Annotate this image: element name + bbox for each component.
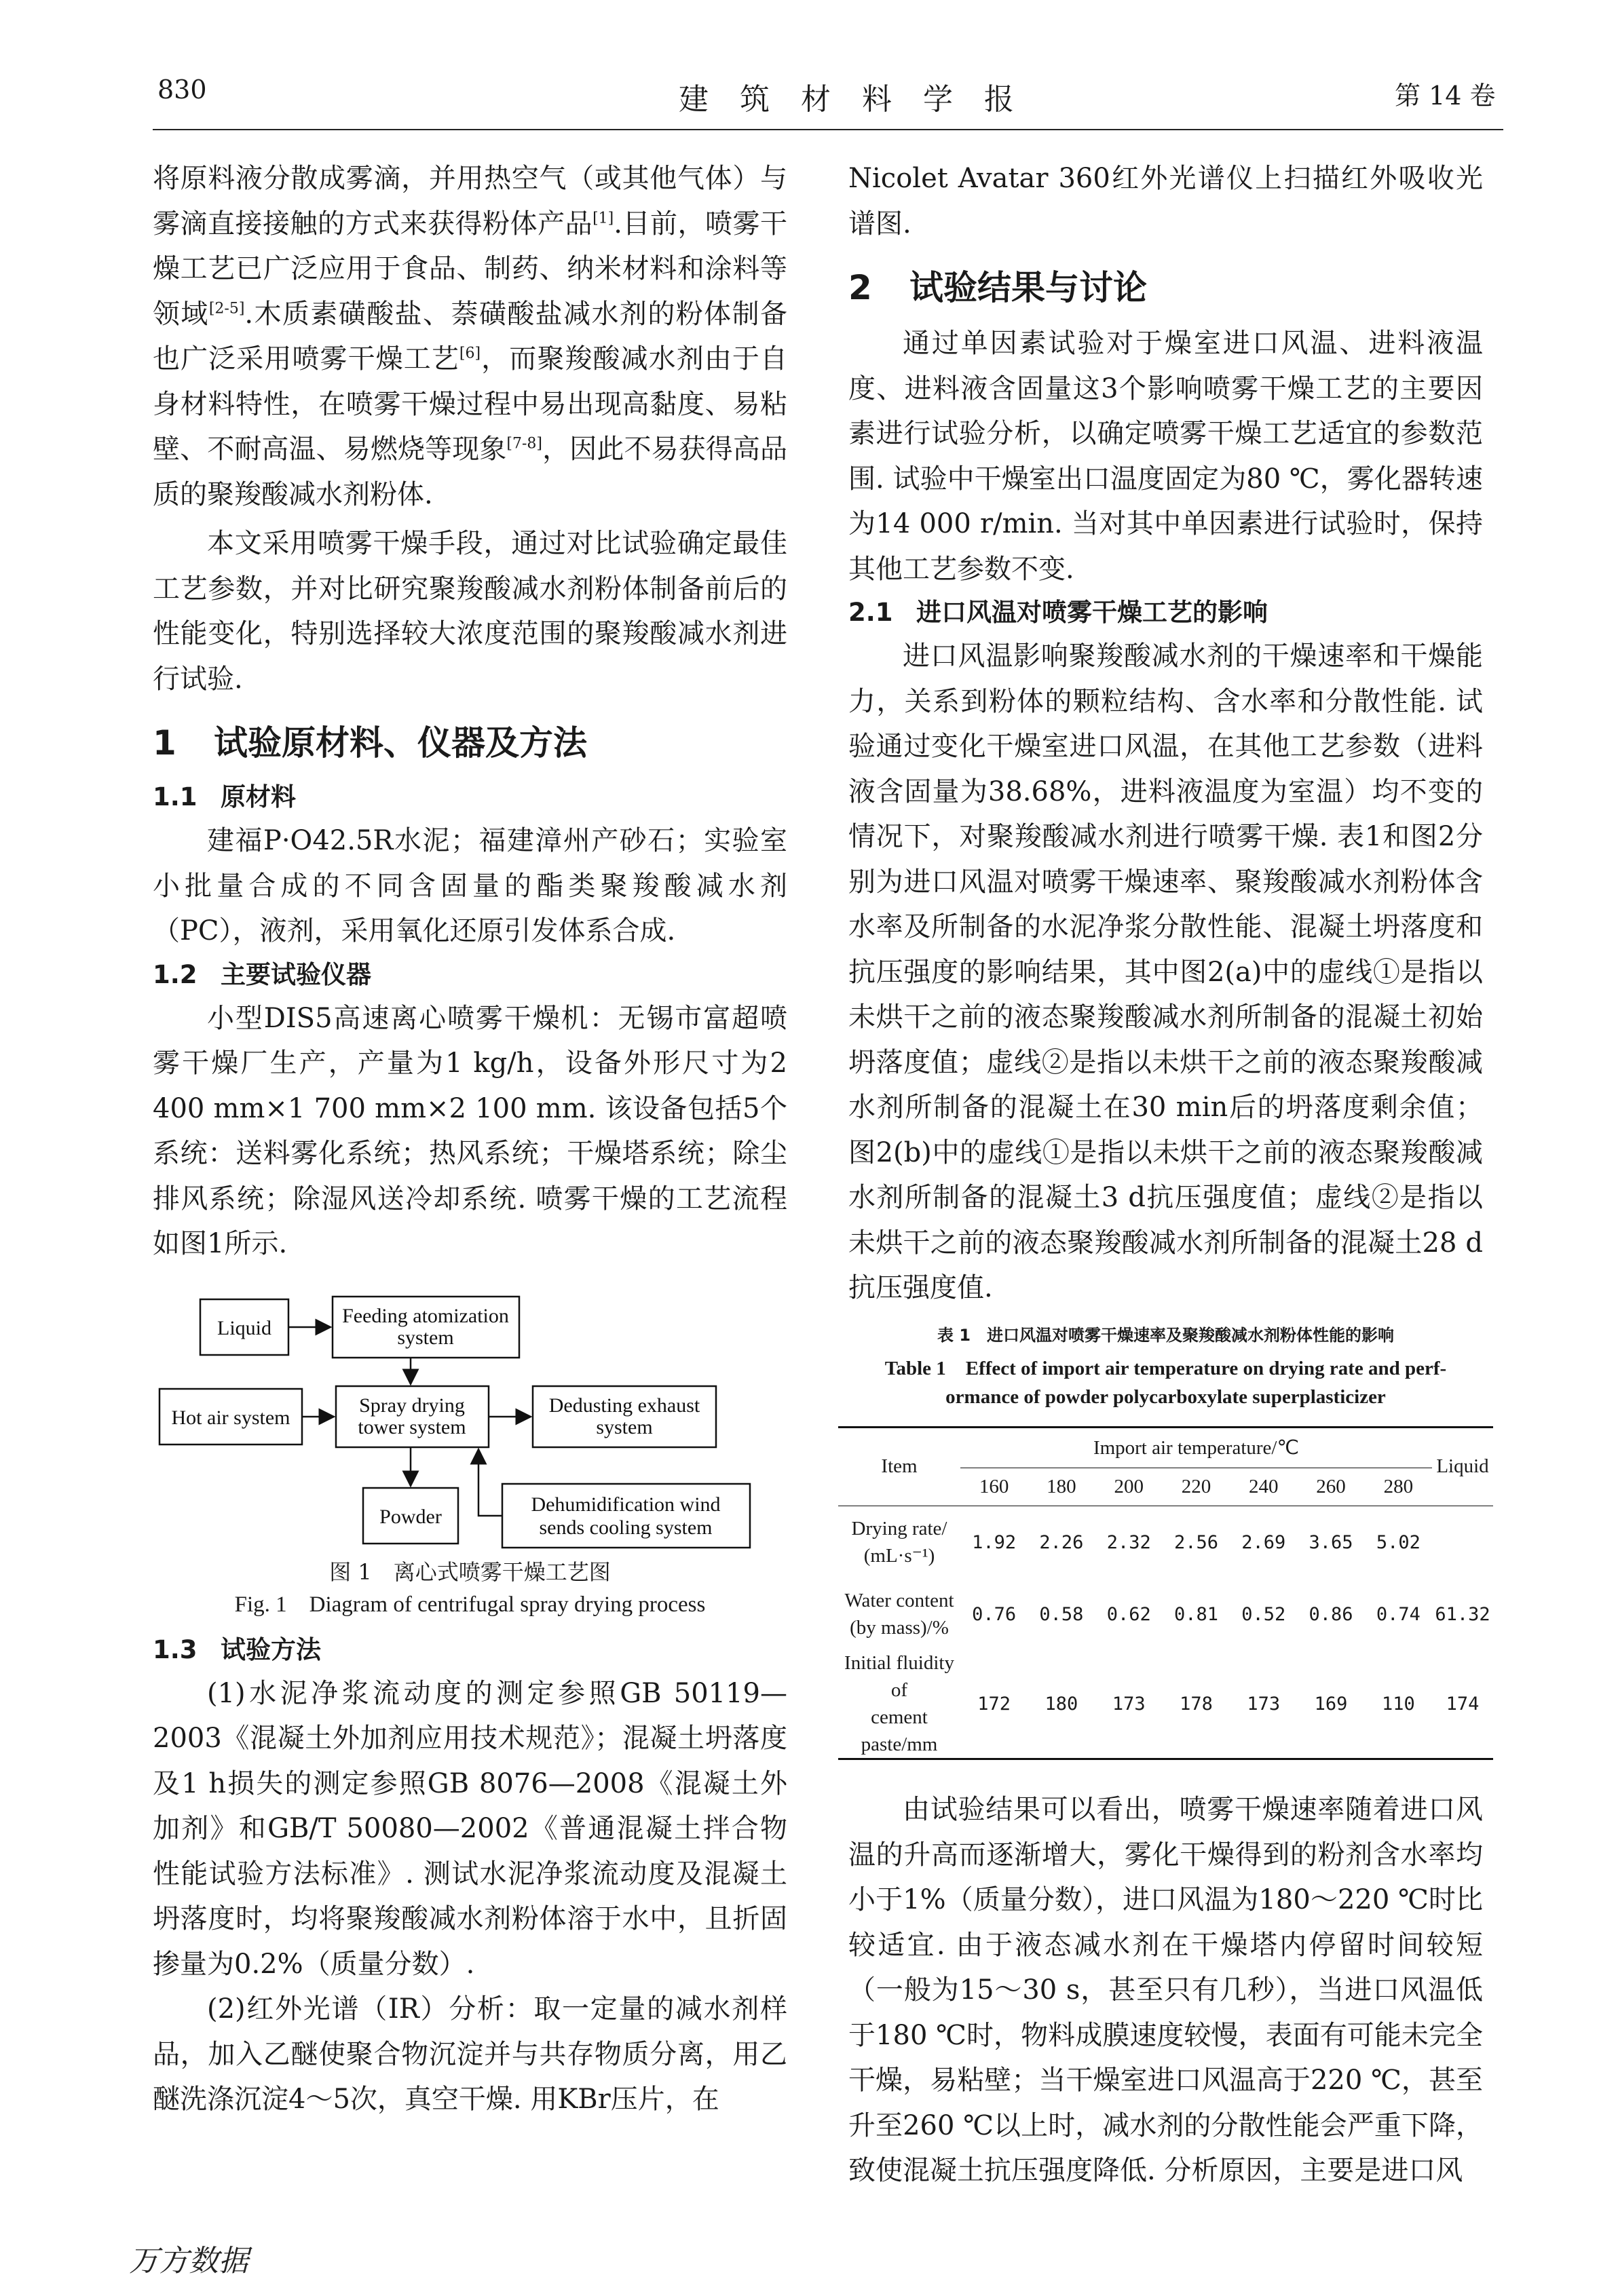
method-paragraph-1: (1)水泥净浆流动度的测定参照GB 50119—2003《混凝土外加剂应用技术规范》；混凝土坍落度及1 h损失的测定参照GB 8076—2008《混凝土外加剂》和GB/T 50080—2002《普通混凝土拌合物性能试验方法标准》. 测试水泥净浆流动度及混凝土坍落度时，均将聚羧酸减水剂粉体溶于水中，且折固掺量为0.2%（质量分数）. — [153, 1677, 787, 1980]
table-cell: 0.81 — [1173, 1603, 1218, 1625]
table-cell: 2.26 — [1039, 1531, 1084, 1553]
table-header-temp: 220 — [1181, 1475, 1211, 1497]
materials-paragraph: 建福P·O42.5R水泥；福建漳州产砂石；实验室小批量合成的不同含固量的酯类聚羧酸减水剂（PC），液剂，采用氧化还原引发体系合成. — [153, 825, 787, 946]
table-cell: 178 — [1180, 1693, 1213, 1715]
header-rule — [153, 129, 1503, 130]
table-header-temp: 200 — [1114, 1475, 1144, 1497]
table-header-group: Import air temperature/℃ — [960, 1427, 1432, 1468]
subsection-heading-2-1: 2.1 进口风温对喷雾干燥工艺的影响 — [848, 598, 1268, 627]
fig-label: sends cooling system — [539, 1516, 713, 1539]
table-cell: 5.02 — [1376, 1531, 1421, 1553]
figure-1-flow-diagram — [153, 1286, 787, 1618]
table-cell: 173 — [1247, 1693, 1281, 1715]
fig-label: system — [596, 1415, 653, 1438]
fig-label: Hot air system — [171, 1406, 290, 1429]
subsection-heading-1-2: 1.2 主要试验仪器 — [153, 959, 371, 989]
table-cell: 169 — [1314, 1693, 1348, 1715]
figure-caption-zh: 图 1 离心式喷雾干燥工艺图 — [329, 1558, 611, 1585]
table-header-temp: 260 — [1316, 1475, 1346, 1497]
table-row — [838, 1579, 1493, 1649]
fig-label: Spray drying — [359, 1394, 465, 1417]
page-number: 830 — [157, 75, 207, 104]
results-intro-paragraph: 通过单因素试验对于燥室进口风温、进料液温度、进料液含固量这3个影响喷雾干燥工艺的主要因素进行试验分析，以确定喷雾干燥工艺适宜的参数范围. 试验中干燥室出口温度固定为80 ℃，雾化器转速为14 000 r/min. 当对其中单因素进行试验时，保持其他工艺参数不变. — [848, 328, 1483, 585]
fig-label: Powder — [379, 1505, 442, 1528]
fig-label: Dehumidification wind — [531, 1493, 721, 1516]
table-row-label: Water content (by mass)/% — [844, 1590, 954, 1639]
intro-paragraph-continued: 将原料液分散成雾滴，并用热空气（或其他气体）与雾滴直接接触的方式来获得粉体产品[1].目前，喷雾干燥工艺已广泛应用于食品、制药、纳米材料和涂料等领域[2-5].木质素磺酸盐、萘磺酸盐减水剂的粉体制备也广泛采用喷雾干燥工艺[6]，而聚羧酸减水剂由于自身材料特性，在喷雾干燥过程中易出现高黏度、易粘壁、不耐高温、易燃烧等现象[7-8]，因此不易获得高品质的聚羧酸减水剂粉体. — [153, 163, 788, 510]
table-cell: 3.65 — [1309, 1531, 1353, 1553]
data-table-1 — [838, 1426, 1493, 1761]
right-column — [844, 156, 1490, 2194]
fig-label: tower system — [358, 1415, 466, 1438]
table-cell: 2.69 — [1241, 1531, 1286, 1553]
table-header-temp: 180 — [1047, 1475, 1076, 1497]
citation[interactable]: [2-5] — [208, 300, 245, 318]
table-row-label: Initial fluidity of cement paste/mm — [844, 1652, 954, 1755]
table-header-item: Item — [881, 1455, 918, 1477]
air-temp-paragraph: 进口风温影响聚羧酸减水剂的干燥速率和干燥能力，关系到粉体的颗粒结构、含水率和分散性能. 试验通过变化干燥室进口风温，在其他工艺参数（进料液含固量为38.68%，进料液温度为室温）均不变的情况下，对聚羧酸减水剂进行喷雾干燥. 表1和图2分别为进口风温对喷雾干燥速率、聚羧酸减水剂粉体含水率及所制备的水泥净浆分散性能、混凝土坍落度和抗压强度的影响结果，其中图2(a)中的虚线①是指以未烘干之前的液态聚羧酸减水剂所制备的混凝土初始坍落度值；虚线②是指以未烘干之前的液态聚羧酸减水剂所制备的混凝土在30 min后的坍落度剩余值；图2(b)中的虚线①是指以未烘干之前的液态聚羧酸减水剂所制备的混凝土3 d抗压强度值；虚线②是指以未烘干之前的液态聚羧酸减水剂所制备的混凝土28 d抗压强度值. — [848, 640, 1483, 1303]
citation[interactable]: [7-8] — [506, 435, 543, 453]
table-header-temp: 280 — [1383, 1475, 1414, 1497]
fig-label: system — [397, 1326, 454, 1349]
fig-label: Feeding atomization — [342, 1304, 509, 1327]
table-cell: 2.56 — [1173, 1531, 1218, 1553]
method-paragraph-2: (2)红外光谱（IR）分析：取一定量的减水剂样品，加入乙醚使聚合物沉淀并与共存物质分离，用乙醚洗涤沉淀4～5次，真空干燥. 用KBr压片，在 — [153, 1993, 787, 2115]
section-heading-1: 1 试验原材料、仪器及方法 — [153, 723, 587, 763]
table-cell: 0.74 — [1376, 1603, 1421, 1625]
method-paragraph-2-continued: Nicolet Avatar 360红外光谱仪上扫描红外吸收光谱图. — [848, 163, 1483, 240]
table-cell: 2.32 — [1106, 1531, 1151, 1553]
table-cell: 61.32 — [1435, 1603, 1490, 1625]
table-header-liquid: Liquid — [1436, 1455, 1489, 1477]
instruments-paragraph: 小型DIS5高速离心喷雾干燥机：无锡市富超喷雾干燥厂生产，产量为1 kg/h，设备外形尺寸为2 400 mm×1 700 mm×2 100 mm. 该设备包括5个系统：送料雾化系统；热风系统；干燥塔系统；除尘排风系统；除湿风送冷却系统. 喷雾干燥的工艺流程如图1所示. — [153, 1002, 787, 1259]
subsection-heading-1-1: 1.1 原材料 — [153, 782, 296, 811]
citation[interactable]: [1] — [592, 210, 614, 227]
fig-label: Dedusting exhaust — [548, 1394, 700, 1417]
section-heading-2: 2 试验结果与讨论 — [848, 268, 1147, 307]
figure-caption-en: Fig. 1 Diagram of centrifugal spray drying process — [234, 1592, 706, 1617]
table-cell: 173 — [1112, 1693, 1146, 1715]
table-cell: 0.52 — [1241, 1603, 1286, 1625]
table-cell: 0.86 — [1309, 1603, 1353, 1625]
table-header-temp: 240 — [1249, 1475, 1279, 1497]
table-cell — [1432, 1506, 1493, 1579]
table-cell: 172 — [977, 1693, 1011, 1715]
table-cell: 180 — [1045, 1693, 1078, 1715]
table-row-label: Drying rate/ (mL·s⁻¹) — [851, 1518, 947, 1567]
left-column — [153, 156, 787, 2122]
table-row — [838, 1506, 1493, 1579]
table-cell: 0.62 — [1106, 1603, 1151, 1625]
journal-title: 建 筑 材 料 学 报 — [679, 82, 1025, 117]
table-cell: 0.58 — [1039, 1603, 1084, 1625]
watermark-text: 万方数据 — [129, 2244, 248, 2278]
table-cell: 110 — [1381, 1693, 1415, 1715]
table-header-temp: 160 — [979, 1475, 1009, 1497]
table-caption-en: Table 1 Effect of import air temperature on drying rate and perf- ormance of powder polycarboxylate superplasticizer — [884, 1357, 1447, 1408]
table-row — [838, 1649, 1493, 1759]
table-cell: 0.76 — [972, 1603, 1017, 1625]
fig-label: Liquid — [217, 1316, 271, 1339]
table-cell: 174 — [1446, 1693, 1480, 1715]
intro-paragraph: 本文采用喷雾干燥手段，通过对比试验确定最佳工艺参数，并对比研究聚羧酸减水剂粉体制备前后的性能变化，特别选择较大浓度范围的聚羧酸减水剂进行试验. — [153, 528, 787, 695]
table-cell: 1.92 — [972, 1531, 1017, 1553]
arrow-dehum-spray — [478, 1449, 502, 1516]
subsection-heading-1-3: 1.3 试验方法 — [153, 1634, 321, 1664]
volume-label: 第 14 卷 — [1395, 81, 1496, 111]
flow-diagram-svg — [153, 1286, 787, 1557]
table-caption-zh: 表 1 进口风温对喷雾干燥速率及聚羧酸减水剂粉体性能的影响 — [937, 1325, 1395, 1345]
analysis-paragraph: 由试验结果可以看出，喷雾干燥速率随着进口风温的升高而逐渐增大，雾化干燥得到的粉剂含水率均小于1%（质量分数），进口风温为180～220 ℃时比较适宜. 由于液态减水剂在干燥塔内停留时间较短（一般为15～30 s，甚至只有几秒），当进口风温低于180 ℃时，物料成膜速度较慢，表面有可能未完全干燥，易粘壁；当干燥室进口风温高于220 ℃，甚至升至260 ℃以上时，减水剂的分散性能会严重下降，致使混凝土抗压强度降低. 分析原因，主要是进口风 — [848, 1794, 1483, 2186]
citation[interactable]: [6] — [459, 345, 481, 362]
